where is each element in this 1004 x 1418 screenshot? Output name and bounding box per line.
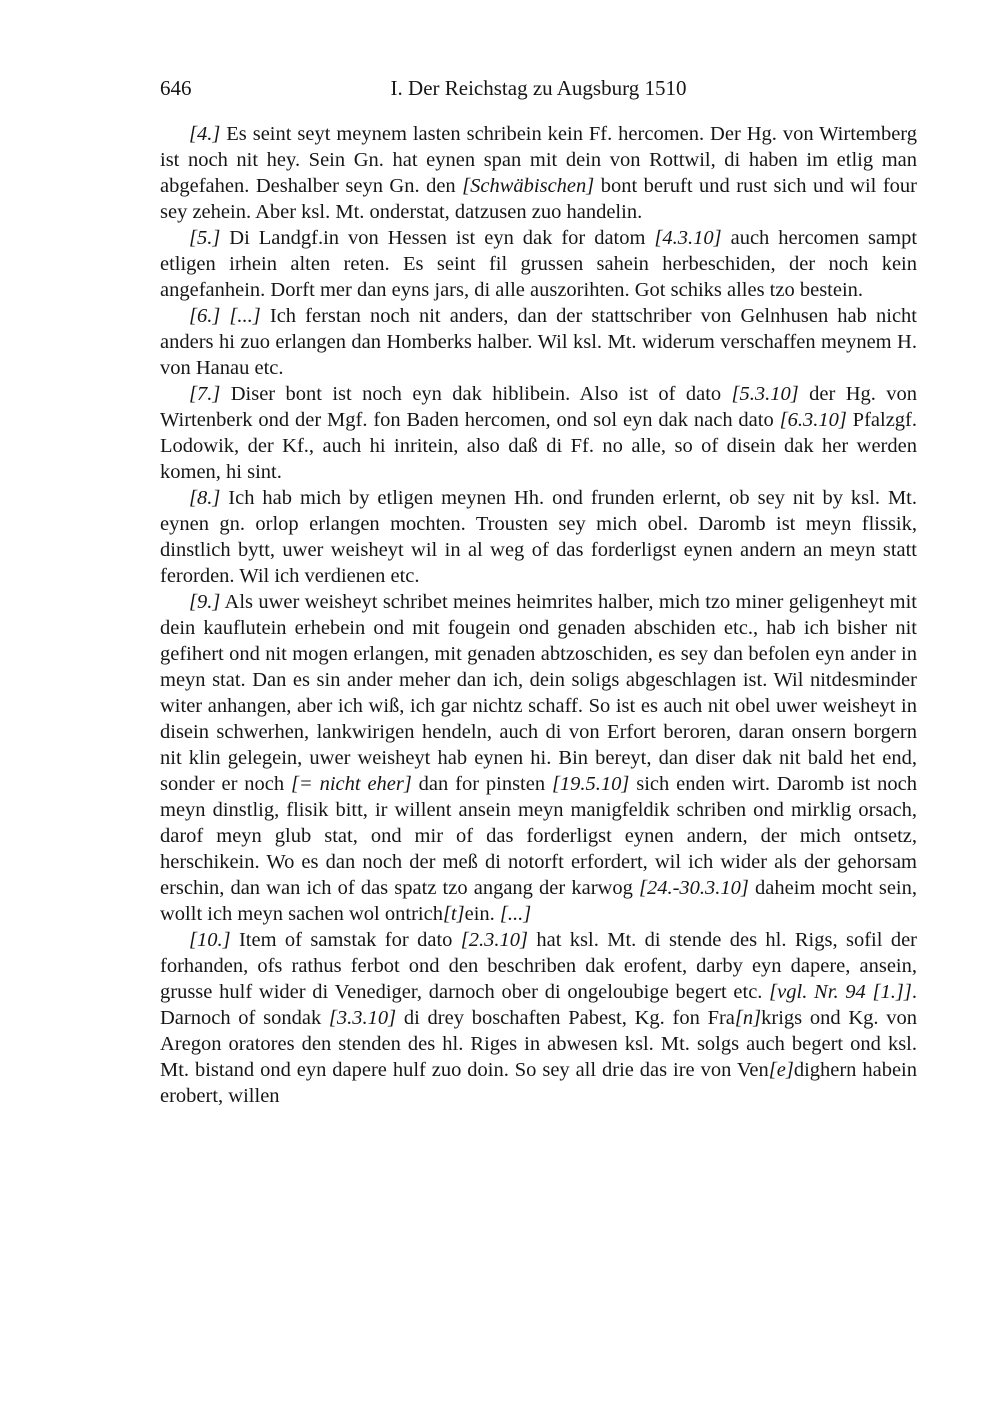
body-text: sich enden wirt. Daromb ist noch meyn dinstlig, flisik bitt, ir willent ansein meyn manigfeldik schriben ond mirklig orsach, darof meyn glub stat, ond mir of das forderligst eynen andern, der mich ontsetz, herschikein. Wo es dan noch der meß di notorft erfordert, wil ich wider als der gehorsam erschin, dan wan ich of das spatz tzo angang der karwog xyxy=(160,773,917,899)
body-text: Als uwer weisheyt schribet meines heimrites halber, mich tzo miner geligenheyt mit dein kauflutein erhebein ond mit fougein ond genaden abschiden etc., hab ich bisher nit gefihert ond nit mogen erlangen, mit genaden abtzoschiden, es sey dan befolen eyn ander in meyn stat. Dan es sin ander meher dan ich, dein soligs abgeschlagen ist. Wil nitdesminder witer anhangen, aber ich wiß, ich gar nichtz schaff. So ist es auch nit obel uwer weisheyt in disein schwerhen, lankwirigen hendeln, auch di von Erfort beroren, daran onsern borgern nit klin gelegein, uwer weisheyt hab eynen hi. Bin bereyt, dan diser dak nit bald het end, sonder er noch xyxy=(160,591,917,795)
paragraph xyxy=(160,303,917,381)
running-title: I. Der Reichstag zu Augsburg 1510 xyxy=(390,76,687,100)
body-text: dighern habein erobert, willen xyxy=(160,1059,917,1107)
body-text: Es seint seyt meynem lasten schribein kein Ff. hercomen. Der Hg. von Wirtemberg ist noch nit hey. Sein Gn. hat eynen span mit dein von Rottwil, di haben im etlig man abgefahen. Deshalber seyn Gn. den xyxy=(160,123,917,197)
paragraph xyxy=(160,381,917,485)
editorial-text: [t] xyxy=(442,903,465,925)
body-text: daheim mocht sein, wollt ich meyn sachen wol ontrich xyxy=(160,877,918,925)
body-text: Diser bont ist noch eyn dak hiblibein. Also ist of dato xyxy=(220,383,732,405)
editorial-text: [6.3.10] xyxy=(779,409,847,431)
body-text: hat ksl. Mt. di stende des hl. Rigs, sofil der forhanden, ofs rathus ferbot ond den beschriben dak erofent, darby eyn dapere, ansein, grusse hulf wider di Venediger, darnoch ober di ongeloubige begert etc. xyxy=(160,929,917,1003)
editorial-text: [= nicht eher] xyxy=(290,773,412,795)
paragraphs xyxy=(160,121,917,1109)
editorial-text: [5.3.10] xyxy=(731,383,799,405)
editorial-text: [10.] xyxy=(189,929,231,951)
paragraph xyxy=(160,121,917,225)
body-text: Ich ferstan noch nit anders, dan der stattschriber von Gelnhusen hab nicht anders hi zuo erlangen dan Homberks halber. Wil ksl. Mt. widerum verschaffen meynem H. von Hanau etc. xyxy=(160,305,917,379)
editorial-text: [5.] xyxy=(189,227,221,249)
body-text: bont beruft und rust sich und wil four sey zehein. Aber ksl. Mt. onderstat, datzusen zuo handelin. xyxy=(160,175,917,223)
editorial-text: [3.3.10] xyxy=(328,1007,397,1029)
body-text: Di Landgf.in von Hessen ist eyn dak for datom xyxy=(220,227,655,249)
editorial-text: [vgl. Nr. 94 [1.]] xyxy=(769,981,912,1003)
editorial-text: [9.] xyxy=(189,591,221,613)
page-number: 646 xyxy=(160,76,192,100)
editorial-text: [...] xyxy=(499,903,532,925)
page-header xyxy=(160,76,917,106)
editorial-text: [4.3.10] xyxy=(654,227,722,249)
body-text: auch hercomen sampt etligen irhein alten reten. Es seint fil grussen sahein herbeschiden, der noch kein angefanhein. Dorft mer dan eyns jars, di alle auszorihten. Got schiks alles tzo bestein. xyxy=(160,227,918,301)
editorial-text: [Schwäbischen] xyxy=(462,175,595,197)
editorial-text: [n] xyxy=(734,1007,762,1029)
editorial-text: [2.3.10] xyxy=(460,929,528,951)
editorial-text: [7.] xyxy=(189,383,221,405)
text-block xyxy=(160,121,917,1109)
body-text: ein. xyxy=(464,903,500,925)
body-text: krigs ond Kg. von Aregon oratores den stenden des hl. Riges in abwesen ksl. Mt. solgs auch begert ond ksl. Mt. bistand ond eyn dapere hulf zuo doin. So sey all drie das ire von Ven xyxy=(160,1007,917,1081)
paragraph xyxy=(160,927,917,1109)
editorial-text: [e] xyxy=(768,1059,794,1081)
body-text: Item of samstak for dato xyxy=(230,929,461,951)
editorial-text: [4.] xyxy=(189,123,221,145)
editorial-text: [6.] [...] xyxy=(189,305,261,327)
body-text: Ich hab mich by etligen meynen Hh. ond frunden erlernt, ob sey nit by ksl. Mt. eynen gn. orlop erlangen mochten. Trousten sey mich obel. Daromb ist meyn flissik, dinstlich bytt, uwer weisheyt wil in al weg of das forderligst eynen andern an meyn statt ferorden. Wil ich verdienen etc. xyxy=(160,487,917,587)
body-text: Pfalzgf. Lodowik, der Kf., auch hi inritein, also daß di Ff. no alle, so of disein dak her werden komen, hi sint. xyxy=(160,409,917,483)
body-text: di drey boschaften Pabest, Kg. fon Fra xyxy=(396,1007,735,1029)
editorial-text: [19.5.10] xyxy=(551,773,630,795)
body-text: der Hg. von Wirtenberk ond der Mgf. fon Baden hercomen, ond sol eyn dak nach dato xyxy=(160,383,917,431)
body-text: . Darnoch of sondak xyxy=(160,981,917,1029)
editorial-text: [8.] xyxy=(189,487,221,509)
body-text: dan for pinsten xyxy=(411,773,552,795)
paragraph xyxy=(160,589,917,927)
paragraph xyxy=(160,485,917,589)
editorial-text: [24.-30.3.10] xyxy=(638,877,749,899)
paragraph xyxy=(160,225,917,303)
